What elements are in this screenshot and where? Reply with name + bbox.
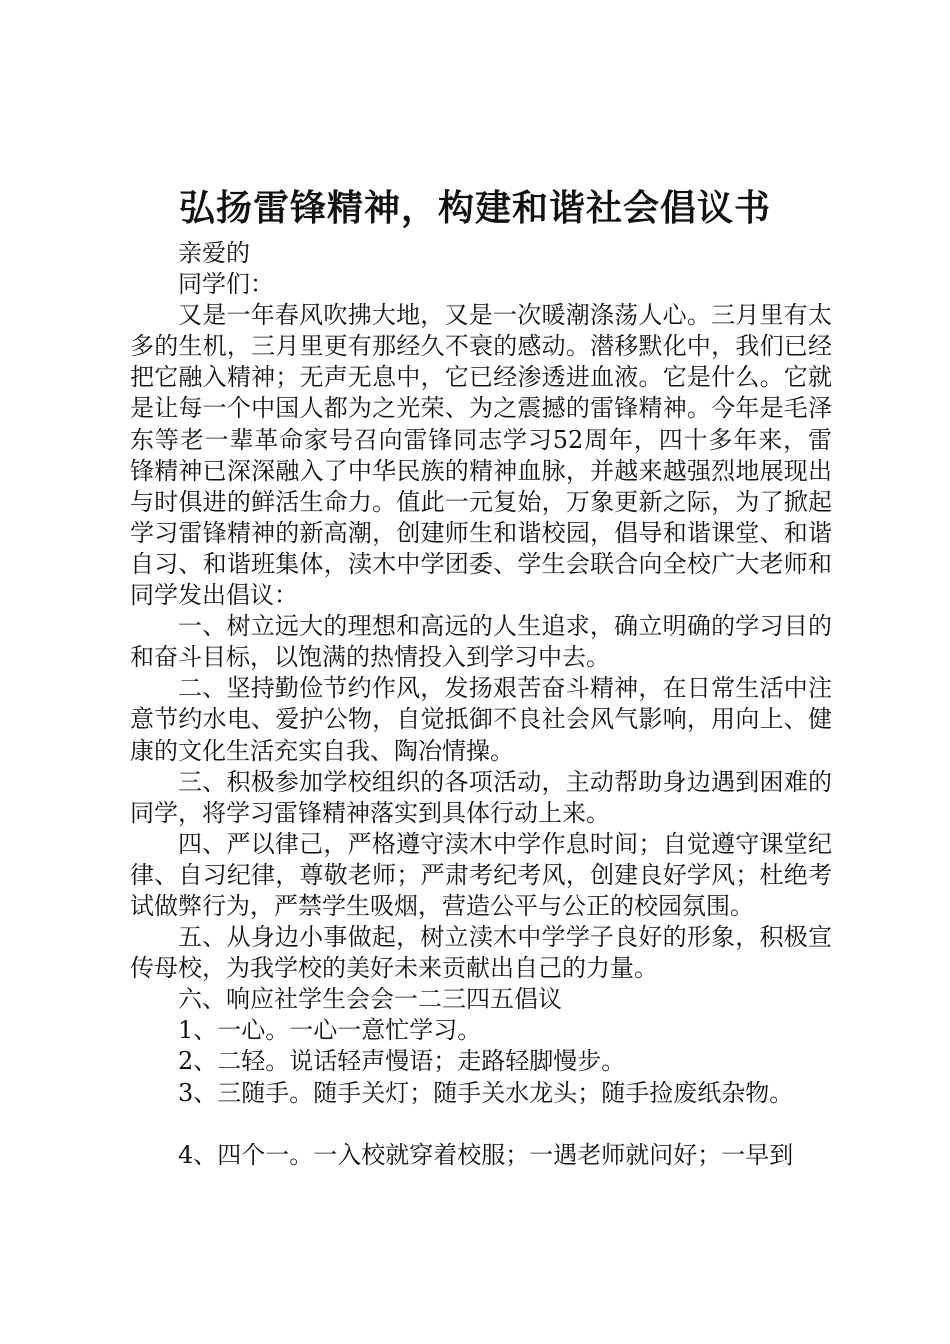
proposal-5: 五、从身边小事做起，树立渎木中学学子良好的形象，积极宣传母校，为我学校的美好未来贡献出自己的力量。 (130, 923, 832, 983)
sub-item-4: 4、四个一。一入校就穿着校服；一遇老师就问好；一早到 (178, 1140, 794, 1169)
sub-item-3: 3、三随手。随手关灯；随手关水龙头；随手捡废纸杂物。 (178, 1078, 794, 1107)
salutation-line-2: 同学们： (178, 270, 274, 299)
proposal-6: 六、响应社学生会会一二三四五倡议 (178, 985, 562, 1014)
intro-paragraph: 又是一年春风吹拂大地，又是一次暖潮涤荡人心。三月里有太多的生机，三月里更有那经久不衰的感动。潜移默化中，我们已经把它融入精神；无声无息中，它已经渗透进血液。它是什么。它就是让每一个中国人都为之光荣、为之震撼的雷锋精神。今年是毛泽东等老一辈革命家号召向雷锋同志学习52周年，四十多年来，雷锋精神已深深融入了中华民族的精神血脉，并越来越强烈地展现出与时俱进的鲜活生命力。值此一元复始，万象更新之际，为了掀起学习雷锋精神的新高潮，创建师生和谐校园，倡导和谐课堂、和谐自习、和谐班集体，渎木中学团委、学生会联合向全校广大老师和同学发出倡议： (130, 301, 832, 610)
proposal-1: 一、树立远大的理想和高远的人生追求，确立明确的学习目的和奋斗目标，以饱满的热情投入到学习中去。 (130, 612, 832, 672)
proposal-2: 二、坚持勤俭节约作风，发扬艰苦奋斗精神，在日常生活中注意节约水电、爱护公物，自觉抵御不良社会风气影响，用向上、健康的文化生活充实自我、陶冶情操。 (130, 674, 832, 765)
proposal-3: 三、积极参加学校组织的各项活动，主动帮助身边遇到困难的同学，将学习雷锋精神落实到具体行动上来。 (130, 767, 832, 827)
sub-item-1: 1、一心。一心一意忙学习。 (178, 1016, 482, 1045)
sub-item-2: 2、二轻。说话轻声慢语；走路轻脚慢步。 (178, 1047, 626, 1076)
document-body (130, 238, 832, 1171)
document-title: 弘扬雷锋精神，构建和谐社会倡议书 (178, 188, 771, 229)
salutation-line-1: 亲爱的 (178, 239, 250, 267)
proposal-4: 四、严以律己，严格遵守渎木中学作息时间；自觉遵守课堂纪律、自习纪律，尊敬老师；严肃考纪考风，创建良好学风；杜绝考试做弊行为，严禁学生吸烟，营造公平与公正的校园氛围。 (130, 829, 832, 920)
